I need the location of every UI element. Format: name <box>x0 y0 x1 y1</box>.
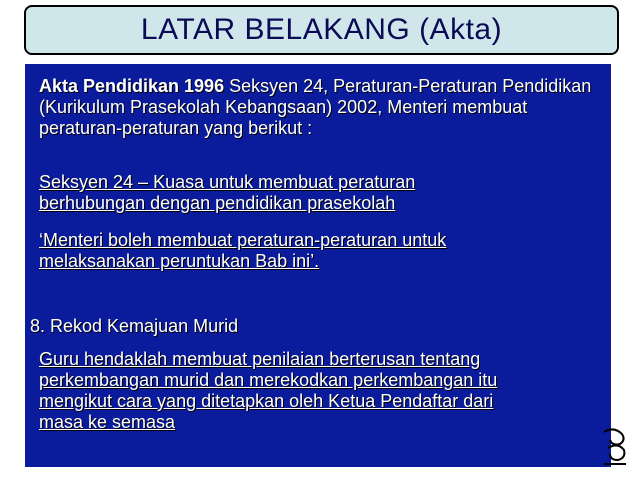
minister-quote-line-1: ‘Menteri boleh membuat peraturan-peraturan untuk <box>39 230 447 250</box>
minister-quote <box>39 230 559 272</box>
teacher-line-4: masa ke semasa <box>39 412 176 432</box>
act-paragraph <box>39 76 599 139</box>
act-description: Seksyen 24, Peraturan-Peraturan Pendidikan (Kurikulum Prasekolah Kebangsaan) 2002, Menteri membuat peraturan-peraturan yang berikut : <box>39 76 592 138</box>
teacher-line-3: mengikut cara yang ditetapkan oleh Ketua Pendaftar dari <box>39 391 494 411</box>
slide-title-box <box>24 5 619 55</box>
record-heading: 8. Rekod Kemajuan Murid <box>30 316 239 336</box>
act-name: Akta Pendidikan 1996 <box>39 76 225 96</box>
corner-logo-icon <box>600 428 630 468</box>
teacher-paragraph <box>39 349 599 433</box>
section-24-line-1: Seksyen 24 – Kuasa untuk membuat peraturan <box>39 172 416 192</box>
section-24-line-2: berhubungan dengan pendidikan prasekolah <box>39 193 396 213</box>
teacher-line-1: Guru hendaklah membuat penilaian berterusan tentang <box>39 349 481 369</box>
section-24-paragraph <box>39 172 559 214</box>
teacher-line-2: perkembangan murid dan merekodkan perkembangan itu <box>39 370 498 390</box>
slide-title: LATAR BELAKANG (Akta) <box>140 13 503 46</box>
minister-quote-line-2: melaksanakan peruntukan Bab ini’. <box>39 251 320 271</box>
